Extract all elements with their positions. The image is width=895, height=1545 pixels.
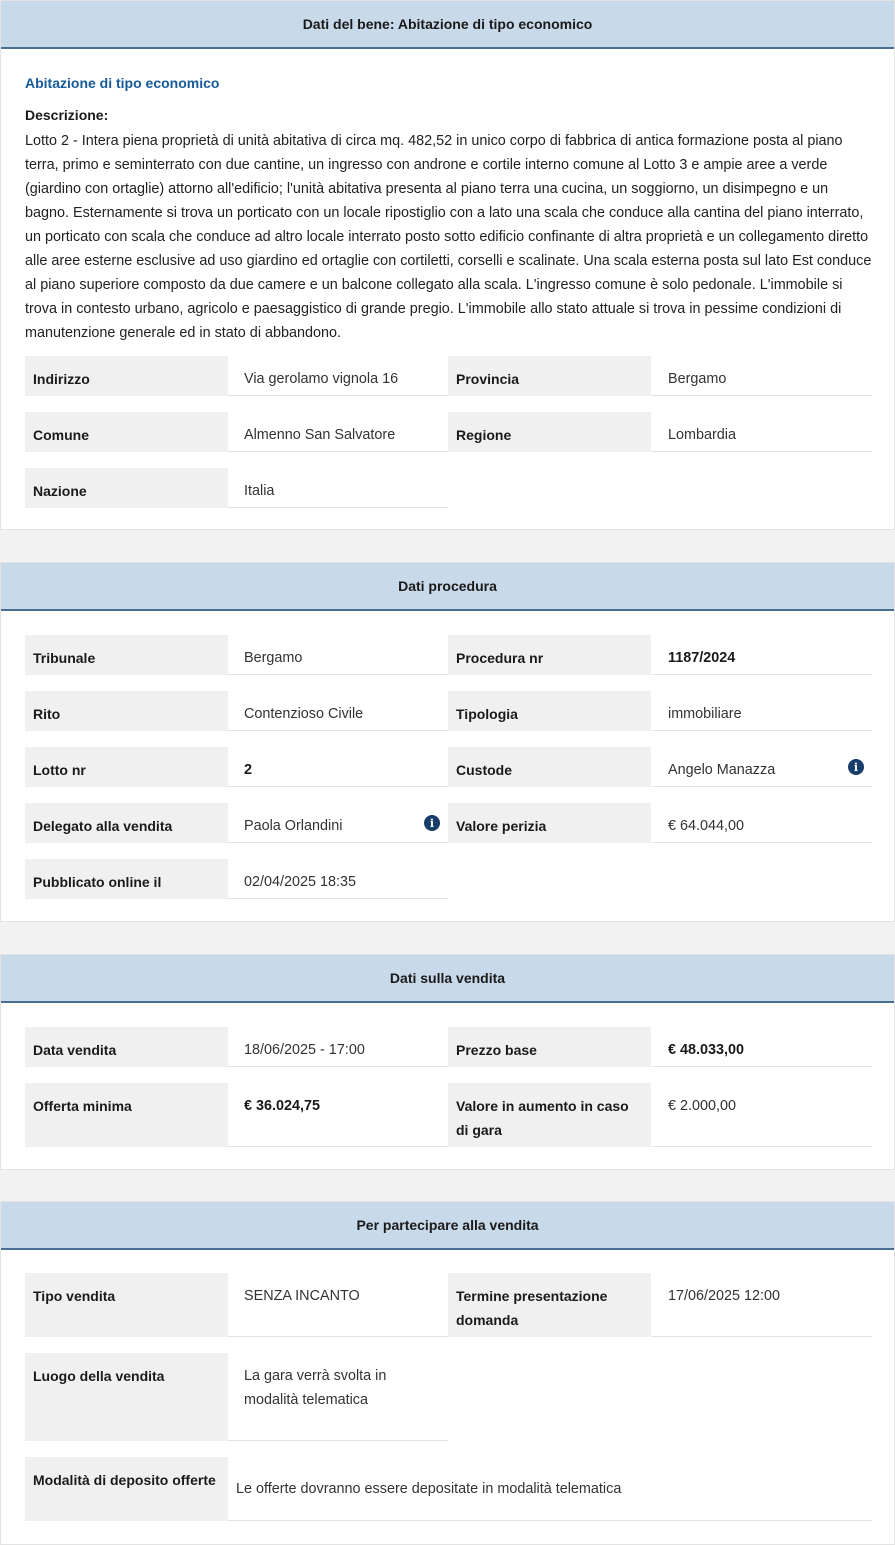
rito-label: Rito: [25, 691, 228, 731]
pubblicato-value: 02/04/2025 18:35: [228, 859, 448, 899]
tipo-vendita-value: SENZA INCANTO: [228, 1273, 448, 1337]
description-text: Lotto 2 - Intera piena proprietà di unità abitativa di circa mq. 482,52 in unico corpo di fabbrica di antica formazione posta al piano terra, primo e seminterrato con due cantine, un ingresso con androne e cortile interno comune al Lotto 3 e ampie aree a verde (giardino con ortaglie) attorno all'edificio; l'unità abitativa presenta al piano terra una cucina, un soggiorno, un disimpegno e un bagno. Esternamente si trova un porticato con un locale ripostiglio con a lato una scala che conduce alla cantina del piano interrato, un porticato con scala che conduce ad altro locale interrato posto sotto edificio confinante di altra proprietà e un collegamento diretto alle aree esterne esclusive ad uso giardino ed ortaglie con cortiletti, corselli e scalinate. Una scala esterna posta sul lato Est conduce al piano superiore composto da due camere e un balcone collegato alla scala. L'ingresso comune è solo pedonale. L'immobile si trova in contesto urbano, agricolo e paesaggistico di grande pregio. L'immobile allo stato attuale si trova in pessime condizioni di manutenzione generale ed in stato di abbandono.: [25, 133, 872, 341]
modalita-value: Le offerte dovranno essere depositate in modalità telematica: [228, 1457, 872, 1521]
vendita-card: [0, 954, 895, 1170]
indirizzo-value: Via gerolamo vignola 16: [228, 356, 448, 396]
custode-label: Custode: [448, 747, 651, 787]
tribunale-value: Bergamo: [228, 635, 448, 675]
valore-perizia-value: € 64.044,00: [652, 803, 872, 843]
procedura-header: Dati procedura: [1, 563, 894, 611]
lotto-nr-value: 2: [228, 747, 448, 787]
offerta-minima-label: Offerta minima: [25, 1083, 228, 1147]
tipo-vendita-label: Tipo vendita: [25, 1273, 228, 1337]
tipologia-label: Tipologia: [448, 691, 651, 731]
data-vendita-label: Data vendita: [25, 1027, 228, 1067]
termine-label: Termine presentazione domanda: [448, 1273, 651, 1337]
vendita-header: Dati sulla vendita: [1, 955, 894, 1003]
modalita-label: Modalità di deposito offerte: [25, 1457, 228, 1521]
aumento-label: Valore in aumento in caso di gara: [448, 1083, 651, 1147]
tipologia-value: immobiliare: [652, 691, 872, 731]
luogo-value: La gara verrà svolta in modalità telematica: [228, 1353, 448, 1441]
indirizzo-label: Indirizzo: [25, 356, 228, 396]
procedura-nr-value: 1187/2024: [652, 635, 872, 675]
luogo-label: Luogo della vendita: [25, 1353, 228, 1441]
partecipare-header: Per partecipare alla vendita: [1, 1202, 894, 1250]
regione-label: Regione: [448, 412, 651, 452]
provincia-value: Bergamo: [652, 356, 872, 396]
prezzo-base-label: Prezzo base: [448, 1027, 651, 1067]
custode-info-icon[interactable]: i: [848, 759, 864, 775]
procedura-nr-label: Procedura nr: [448, 635, 651, 675]
provincia-label: Provincia: [448, 356, 651, 396]
bene-subtitle: Abitazione di tipo economico: [25, 75, 220, 91]
partecipare-card: [0, 1201, 895, 1545]
comune-value: Almenno San Salvatore: [228, 412, 448, 452]
delegato-label: Delegato alla vendita: [25, 803, 228, 843]
comune-label: Comune: [25, 412, 228, 452]
tribunale-label: Tribunale: [25, 635, 228, 675]
valore-perizia-label: Valore perizia: [448, 803, 651, 843]
regione-value: Lombardia: [652, 412, 872, 452]
bene-header: Dati del bene: Abitazione di tipo economico: [1, 1, 894, 49]
bene-card: [0, 0, 895, 530]
delegato-value: Paola Orlandini: [228, 803, 448, 843]
nazione-value: Italia: [228, 468, 448, 508]
nazione-label: Nazione: [25, 468, 228, 508]
procedura-card: [0, 562, 895, 922]
offerta-minima-value: € 36.024,75: [228, 1083, 448, 1147]
termine-value: 17/06/2025 12:00: [652, 1273, 872, 1337]
aumento-value: € 2.000,00: [652, 1083, 872, 1147]
pubblicato-label: Pubblicato online il: [25, 859, 228, 899]
description-label: Descrizione:: [25, 107, 109, 123]
prezzo-base-value: € 48.033,00: [652, 1027, 872, 1067]
data-vendita-value: 18/06/2025 - 17:00: [228, 1027, 448, 1067]
delegato-info-icon[interactable]: i: [424, 815, 440, 831]
lotto-nr-label: Lotto nr: [25, 747, 228, 787]
custode-value: Angelo Manazza: [652, 747, 872, 787]
rito-value: Contenzioso Civile: [228, 691, 448, 731]
